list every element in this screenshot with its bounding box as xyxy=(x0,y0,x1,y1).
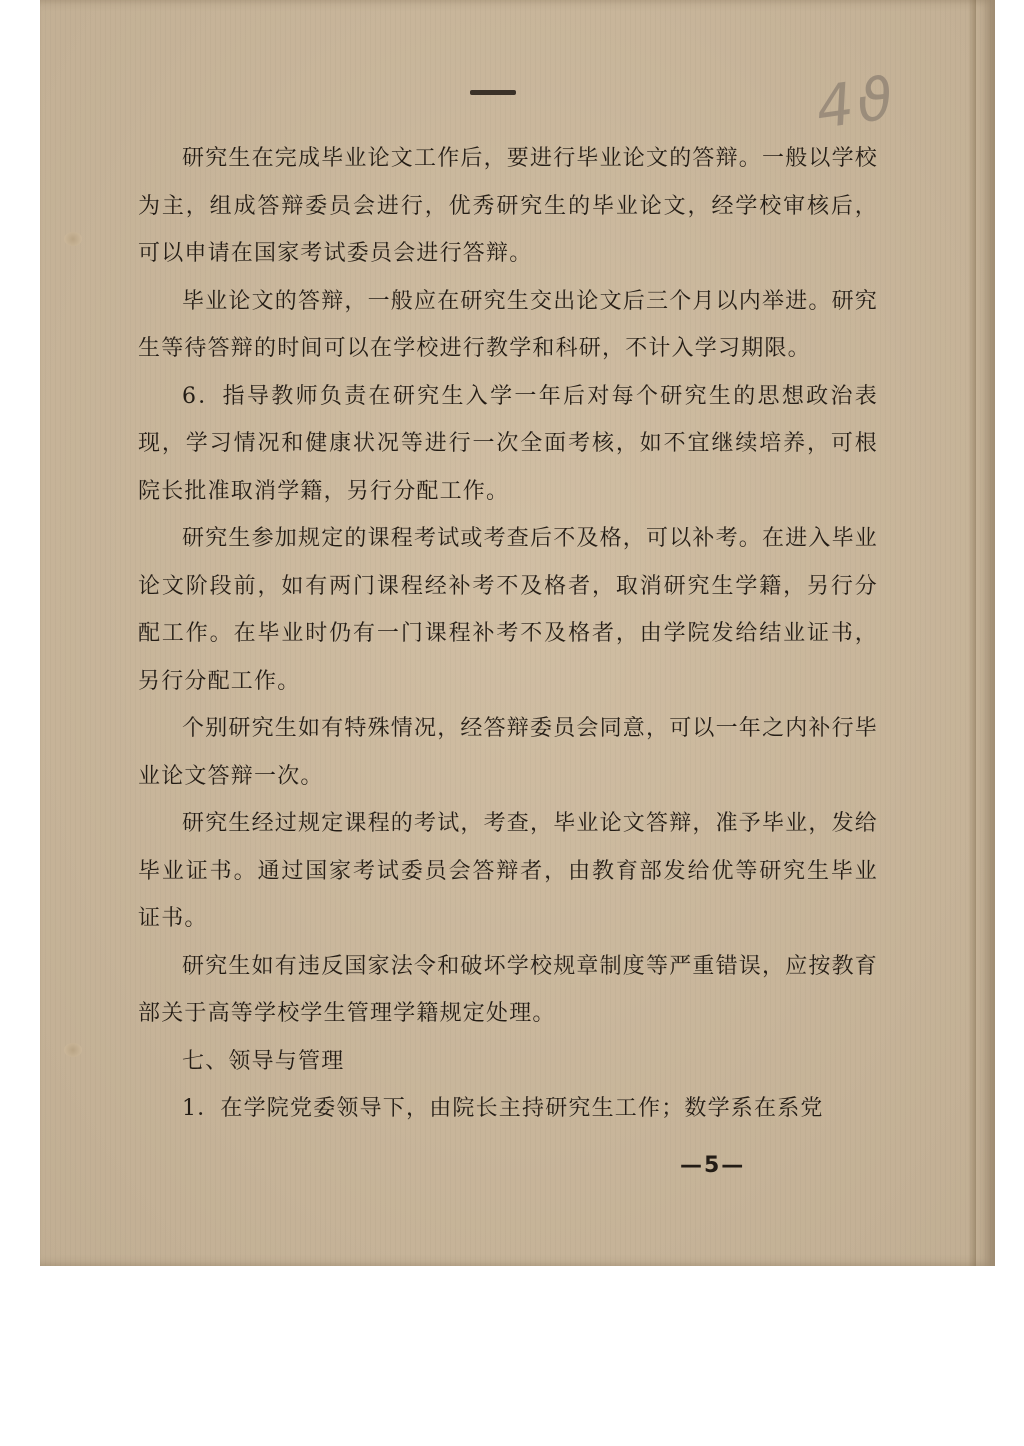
header-dash-mark xyxy=(470,90,516,95)
page-number: —5— xyxy=(680,1153,746,1178)
paper-edge-shadow xyxy=(968,0,976,1266)
document-body xyxy=(138,135,878,1133)
paragraph: 6．指导教师负责在研究生入学一年后对每个研究生的思想政治表现，学习情况和健康状况等进行一次全面考核，如不宜继续培养，可根院长批准取消学籍，另行分配工作。 xyxy=(138,383,878,504)
page-footer xyxy=(680,1153,745,1178)
paragraph: 研究生在完成毕业论文工作后，要进行毕业论文的答辩。一般以学校为主，组成答辩委员会进行，优秀研究生的毕业论文，经学校审核后，可以申请在国家考试委员会进行答辩。 xyxy=(138,146,879,266)
section-heading: 七、领导与管理 xyxy=(182,1048,345,1074)
paragraph: 研究生如有违反国家法令和破坏学校规章制度等严重错误，应按教育部关于高等学校学生管理学籍规定处理。 xyxy=(138,953,879,1026)
paragraph: 研究生参加规定的课程考试或考查后不及格，可以补考。在进入毕业论文阶段前，如有两门课程经补考不及格者，取消研究生学籍，另行分配工作。在毕业时仍有一门课程补考不及格者，由学院发给结业证书，另行分配工作。 xyxy=(138,526,879,694)
binder-hole-top xyxy=(64,232,82,246)
paragraph: 研究生经过规定课程的考试，考查，毕业论文答辩，准予毕业，发给毕业证书。通过国家考试委员会答辩者，由教育部发给优等研究生毕业证书。 xyxy=(138,811,879,931)
paragraph: 1．在学院党委领导下，由院长主持研究生工作；数学系在系党 xyxy=(182,1096,824,1121)
handwritten-page-mark: 4ϑ xyxy=(811,63,902,143)
page-header xyxy=(40,63,995,143)
binder-hole-bottom xyxy=(64,1043,82,1057)
paragraph: 个别研究生如有特殊情况，经答辩委员会同意，可以一年之内补行毕业论文答辩一次。 xyxy=(138,716,879,789)
paragraph: 毕业论文的答辩，一般应在研究生交出论文后三个月以内举进。研究生等待答辩的时间可以在学校进行教学和科研，不计入学习期限。 xyxy=(138,288,879,361)
